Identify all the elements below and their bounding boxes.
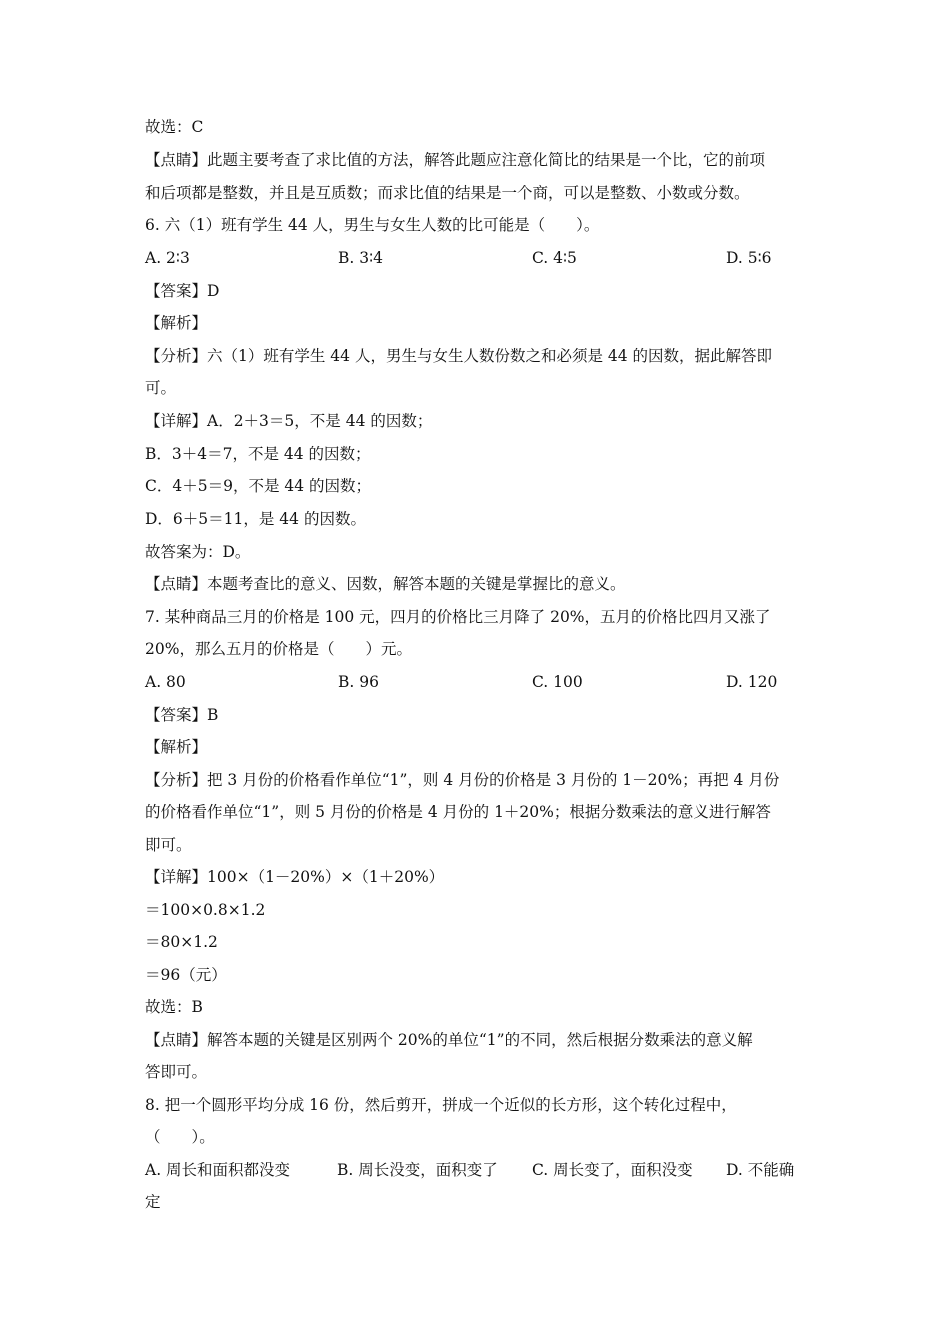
text-line: 【分析】把 3 月份的价格看作单位“1”，则 4 月份的价格是 3 月份的 1－20%；再把 4 月份 [145, 771, 780, 789]
q6-option-a: A. 2∶3 [145, 249, 190, 267]
question-6-stem: 6. 六（1）班有学生 44 人，男生与女生人数的比可能是（ ）。 [145, 216, 600, 234]
text-line: 即可。 [145, 836, 192, 854]
text-line: 【点睛】本题考查比的意义、因数，解答本题的关键是掌握比的意义。 [145, 575, 626, 593]
text-line: 【点睛】解答本题的关键是区别两个 20%的单位“1”的不同，然后根据分数乘法的意义解 [145, 1031, 753, 1049]
text-line: 【解析】 [145, 314, 208, 332]
text-line: 故选：B [145, 998, 203, 1016]
q8-option-b: B. 周长没变，面积变了 [337, 1161, 498, 1179]
question-7-stem: 7. 某种商品三月的价格是 100 元，四月的价格比三月降了 20%，五月的价格比四月又涨了 [145, 608, 771, 626]
text-line: 可。 [145, 379, 177, 397]
text-line: 故答案为：D。 [145, 543, 251, 561]
text-line: 的价格看作单位“1”，则 5 月份的价格是 4 月份的 1＋20%；根据分数乘法的意义进行解答 [145, 803, 771, 821]
question-8-stem: 8. 把一个圆形平均分成 16 份，然后剪开，拼成一个近似的长方形，这个转化过程中， [145, 1096, 737, 1114]
text-line: 【详解】A．2＋3＝5，不是 44 的因数； [145, 412, 433, 430]
text-line: （ ）。 [145, 1128, 215, 1146]
q7-option-a: A. 80 [145, 673, 186, 691]
text-line: ＝80×1.2 [145, 933, 218, 951]
text-line: ＝96（元） [145, 966, 227, 984]
text-line: 【答案】D [145, 282, 220, 300]
text-line: 20%，那么五月的价格是（ ）元。 [145, 640, 412, 658]
q8-option-a: A. 周长和面积都没变 [145, 1161, 291, 1179]
text-line: C．4＋5＝9，不是 44 的因数； [145, 477, 372, 495]
q7-option-d: D. 120 [726, 673, 778, 691]
text-line: ＝100×0.8×1.2 [145, 901, 266, 919]
text-line: 答即可。 [145, 1063, 208, 1081]
text-line: 【分析】六（1）班有学生 44 人，男生与女生人数份数之和必须是 44 的因数，据此解答即 [145, 347, 773, 365]
text-line: 故选：C [145, 118, 204, 136]
text-line: 【详解】100×（1－20%）×（1＋20%） [145, 868, 445, 886]
q8-option-c: C. 周长变了，面积没变 [532, 1161, 693, 1179]
q8-option-d: D. 不能确 [726, 1161, 795, 1179]
text-line: B．3＋4＝7，不是 44 的因数； [145, 445, 371, 463]
text-line: 【答案】B [145, 706, 219, 724]
q6-option-c: C. 4∶5 [532, 249, 577, 267]
q6-option-d: D. 5∶6 [726, 249, 772, 267]
text-line: 和后项都是整数，并且是互质数；而求比值的结果是一个商，可以是整数、小数或分数。 [145, 184, 750, 202]
text-line: D．6＋5＝11，是 44 的因数。 [145, 510, 366, 528]
q7-option-b: B. 96 [338, 673, 379, 691]
q6-option-b: B. 3∶4 [338, 249, 384, 267]
text-line: 【点睛】此题主要考查了求比值的方法，解答此题应注意化简比的结果是一个比，它的前项 [145, 151, 766, 169]
q7-option-c: C. 100 [532, 673, 583, 691]
text-line: 【解析】 [145, 738, 208, 756]
text-line: 定 [145, 1193, 161, 1211]
